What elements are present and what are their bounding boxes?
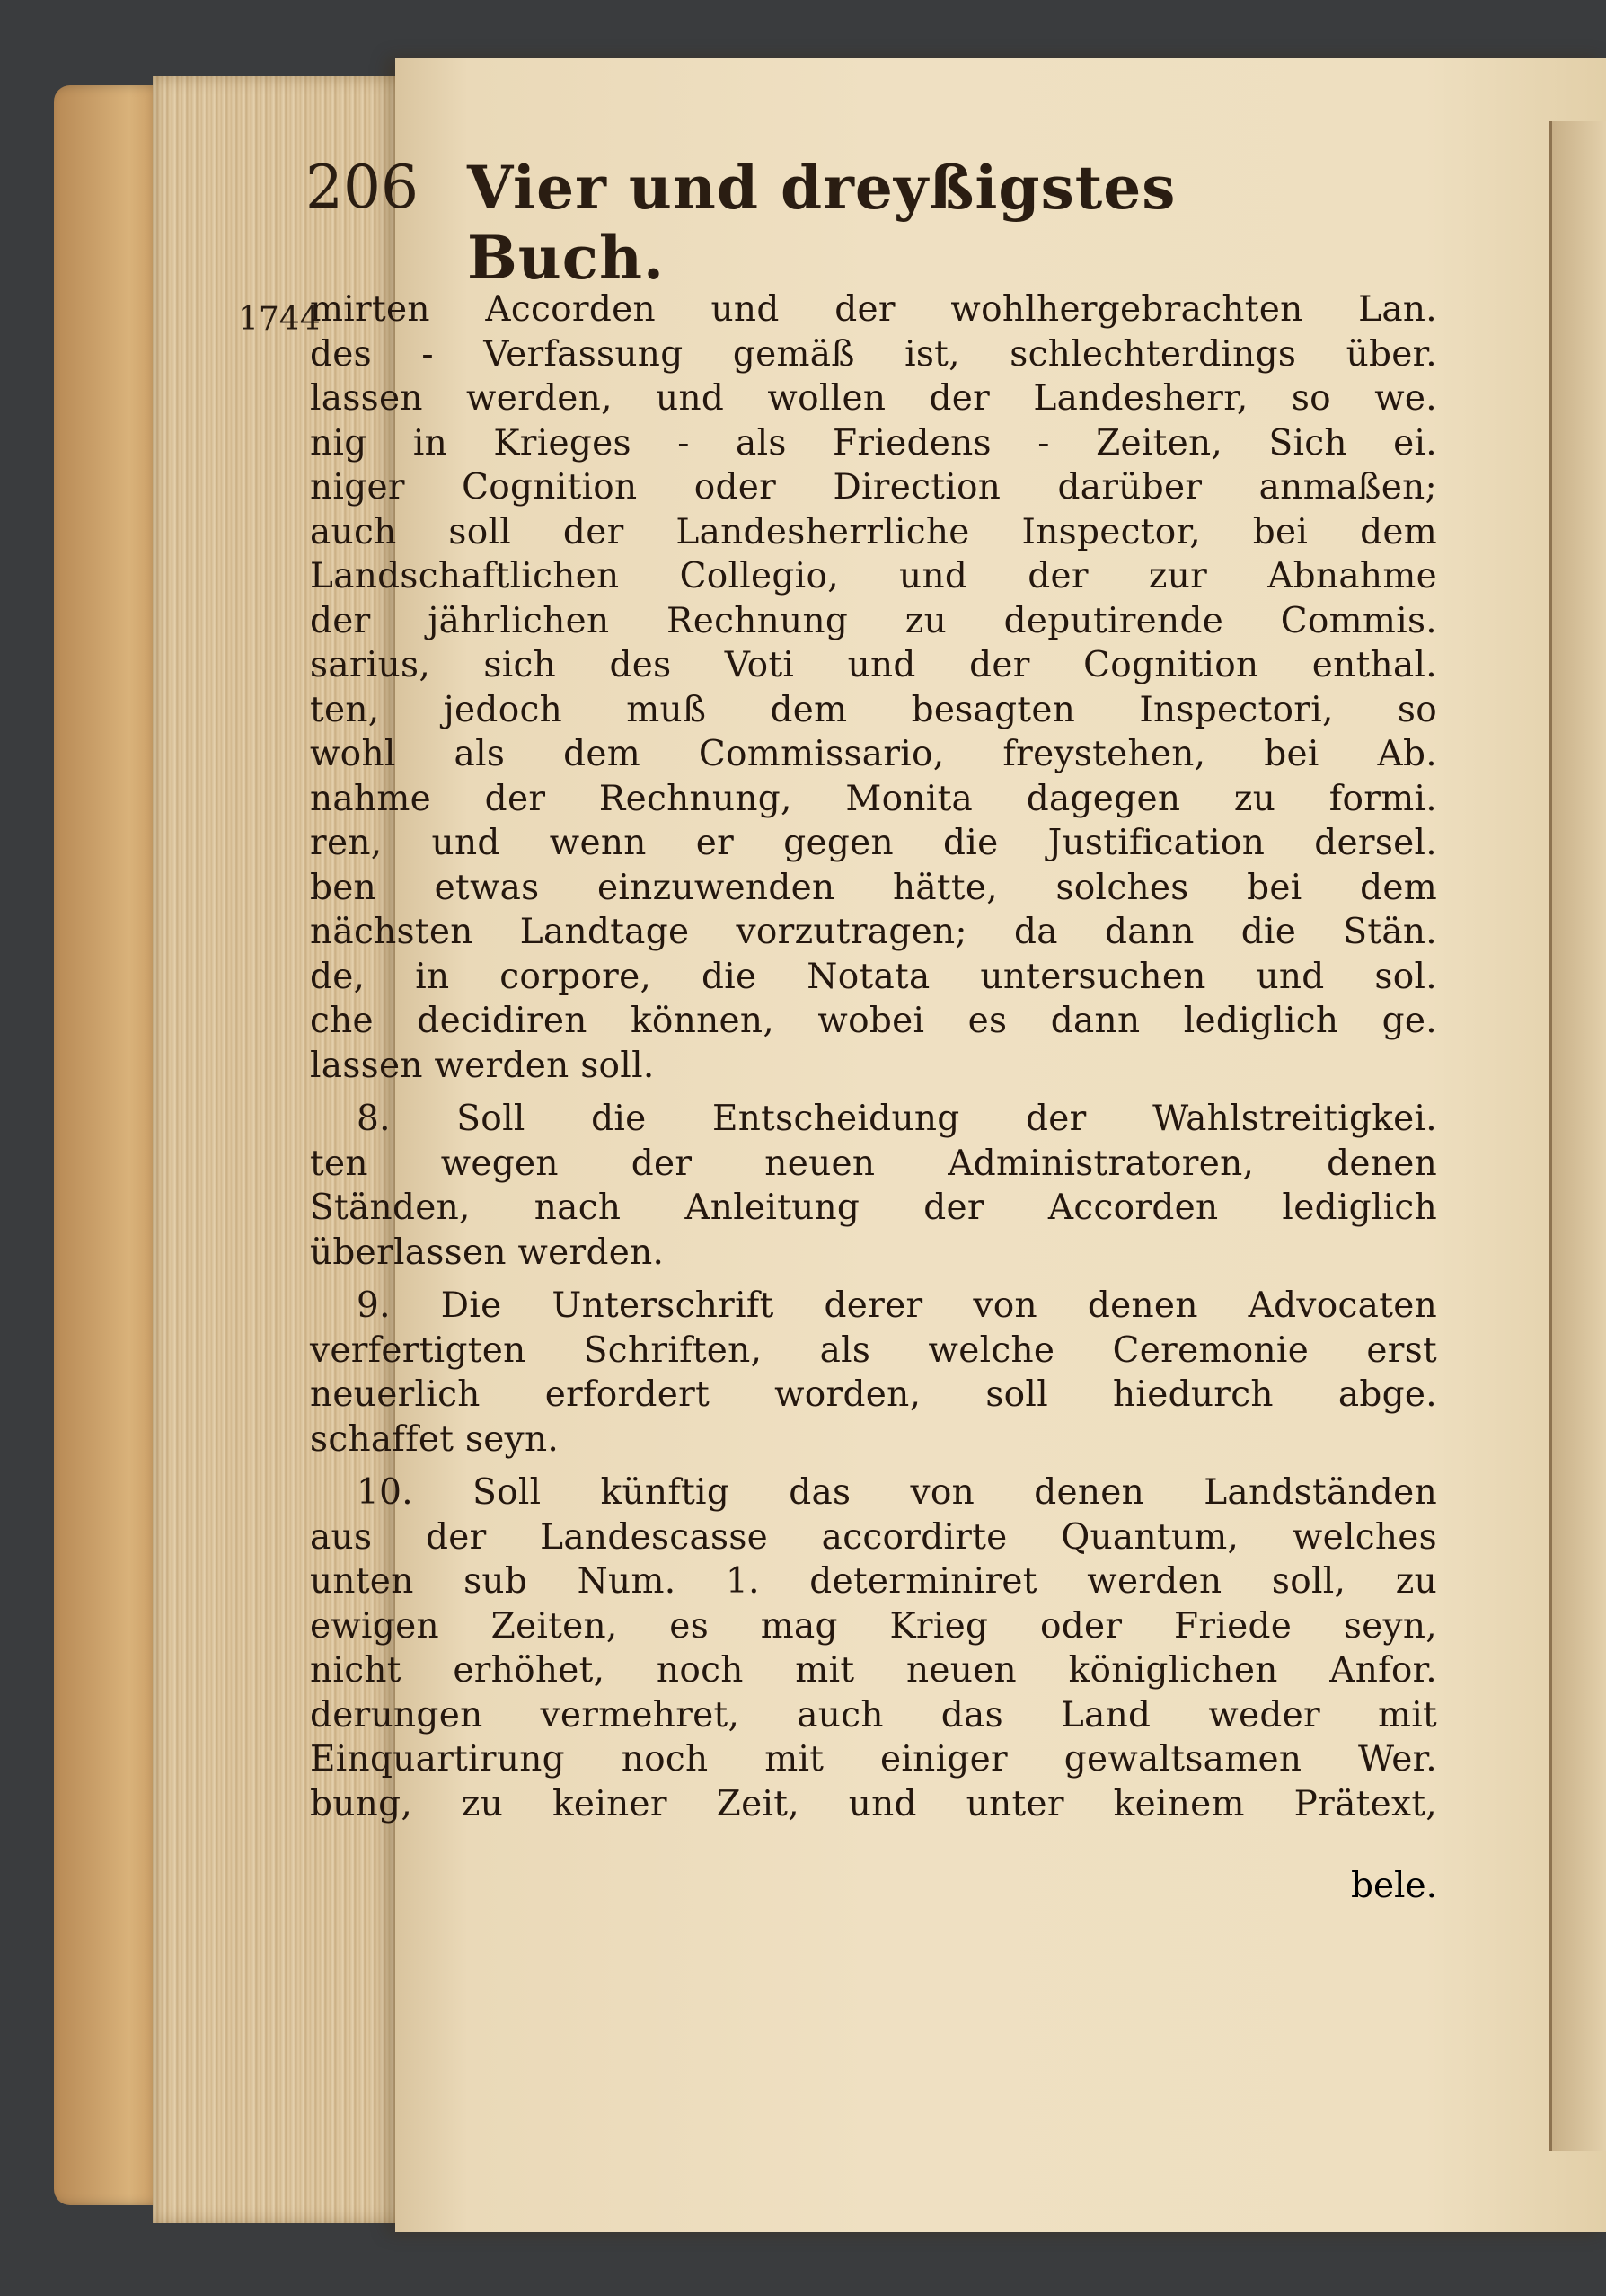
facing-page-edge [1549, 121, 1606, 2151]
text-line: 9. Die Unterschrift derer von denen Advocaten [357, 1285, 1437, 1326]
paragraph [310, 1470, 1437, 1826]
text-line: unten sub Num. 1. determiniret werden soll, zu [310, 1561, 1437, 1602]
page-number: 206 [305, 153, 419, 222]
text-line: mirten Accorden und der wohlhergebrachten Lan. [310, 289, 1437, 330]
text-line: ten wegen der neuen Administratoren, denen [310, 1143, 1437, 1184]
book-cover [54, 85, 162, 2205]
text-line: Landschaftlichen Collegio, und der zur Abnahme [310, 556, 1437, 596]
text-line: Einquartirung noch mit einiger gewaltsamen Wer. [310, 1739, 1437, 1779]
text-line: nächsten Landtage vorzutragen; da dann die Stän. [310, 912, 1437, 952]
text-line: che decidiren können, wobei es dann lediglich ge. [310, 1001, 1437, 1041]
body-text [310, 287, 1437, 1835]
text-line: ewigen Zeiten, es mag Krieg oder Friede seyn, [310, 1605, 1437, 1647]
text-line: neuerlich erfordert worden, soll hiedurch abge. [310, 1374, 1437, 1415]
text-line: auch soll der Landesherrliche Inspector, bei dem [310, 511, 1437, 552]
text-line: Ständen, nach Anleitung der Accorden lediglich [310, 1188, 1437, 1228]
text-line: niger Cognition oder Direction darüber anmaßen; [310, 467, 1437, 508]
text-line: überlassen werden. [310, 1232, 665, 1273]
text-line: 10. Soll künftig das von denen Landständen [357, 1472, 1437, 1513]
text-line: aus der Landescasse accordirte Quantum, welches [310, 1516, 1437, 1558]
paragraph [310, 287, 1437, 1088]
paragraph [310, 1284, 1437, 1461]
text-line: nahme der Rechnung, Monita dagegen zu formi. [310, 778, 1437, 819]
catchword: bele. [1351, 1866, 1437, 1906]
text-line: sarius, sich des Voti und der Cognition enthal. [310, 645, 1437, 685]
text-line: verfertigten Schriften, als welche Ceremonie erst [310, 1329, 1437, 1371]
text-line: nicht erhöhet, noch mit neuen königlichen Anfor. [310, 1650, 1437, 1691]
text-line: derungen vermehret, auch das Land weder mit [310, 1694, 1437, 1735]
catchword-wrap [310, 1864, 1437, 1909]
running-title: Vier und dreyßigstes Buch. [467, 153, 1177, 293]
text-line: nig in Krieges - als Friedens - Zeiten, Sich ei. [310, 422, 1437, 464]
text-line: 8. Soll die Entscheidung der Wahlstreitigkei. [357, 1099, 1437, 1139]
text-line: wohl als dem Commissario, freystehen, bei Ab. [310, 734, 1437, 774]
text-line: lassen werden, und wollen der Landesherr, so we. [310, 378, 1437, 419]
text-line: ben etwas einzuwenden hätte, solches bei dem [310, 867, 1437, 908]
text-line: ren, und wenn er gegen die Justification dersel. [310, 823, 1437, 863]
margin-year: 1744 [238, 301, 321, 338]
paragraph [310, 1097, 1437, 1275]
text-line: lassen werden soll. [310, 1045, 655, 1086]
page-header [305, 153, 1383, 293]
text-line: der jährlichen Rechnung zu deputirende Commis. [310, 600, 1437, 641]
text-line: des - Verfassung gemäß ist, schlechterdings über. [310, 333, 1437, 375]
text-line: schaffet seyn. [310, 1418, 560, 1460]
text-line: bung, zu keiner Zeit, und unter keinem Prätext, [310, 1783, 1437, 1824]
text-line: ten, jedoch muß dem besagten Inspectori, so [310, 689, 1437, 730]
text-line: de, in corpore, die Notata untersuchen und sol. [310, 956, 1437, 997]
